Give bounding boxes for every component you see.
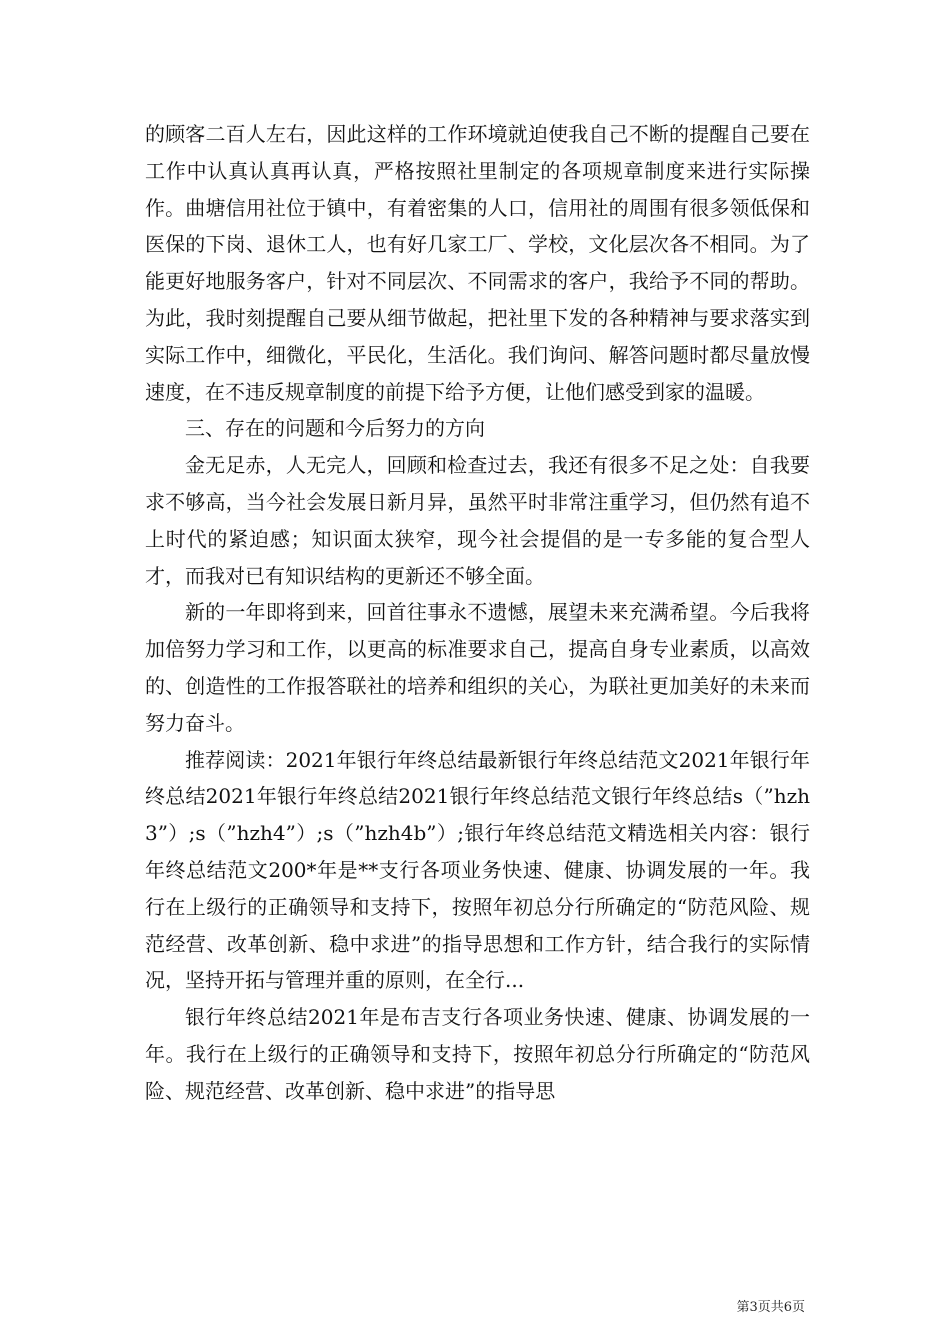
paragraph-shortcomings: 金无足赤，人无完人，回顾和检查过去，我还有很多不足之处：自我要求不够高，当今社会发展日新月异，虽然平时非常注重学习，但仍然有追不上时代的紧迫感；知识面太狭窄，现今社会提倡的是一专多能的复合型人才，而我对已有知识结构的更新还不够全面。 <box>145 453 810 588</box>
paragraph-recommended-reading: 推荐阅读：2021年银行年终总结最新银行年终总结范文2021年银行年终总结2021年银行年终总结2021银行年终总结范文银行年终总结s（”hzh3”）;s（”hzh4”）;s（”hzh4b”）;银行年终总结范文精选相关内容：银行年终总结范文200*年是**支行各项业务快速、健康、协调发展的一年。我行在上级行的正确领导和支持下，按照年初总分行所确定的“防范风险、规范经营、改革创新、稳中求进”的指导思想和工作方针，结合我行的实际情况，坚持开拓与管理并重的原则，在全行... <box>145 747 810 993</box>
paragraph-bank-summary: 银行年终总结2021年是布吉支行各项业务快速、健康、协调发展的一年。我行在上级行的正确领导和支持下，按照年初总分行所确定的“防范风险、规范经营、改革创新、稳中求进”的指导思 <box>145 1005 810 1103</box>
paragraph-customer-service: 的顾客二百人左右，因此这样的工作环境就迫使我自己不断的提醒自己要在工作中认真认真再认真，严格按照社里制定的各项规章制度来进行实际操作。曲塘信用社位于镇中，有着密集的人口，信用社的周围有很多领低保和医保的下岗、退休工人，也有好几家工厂、学校，文化层次各不相同。为了能更好地服务客户，针对不同层次、不同需求的客户，我给予不同的帮助。为此，我时刻提醒自己要从细节做起，把社里下发的各种精神与要求落实到实际工作中，细微化，平民化，生活化。我们询问、解答问题时都尽量放慢速度，在不违反规章制度的前提下给予方便，让他们感受到家的温暖。 <box>145 122 810 404</box>
document-body <box>145 116 810 1110</box>
page-number-footer: 第3页共6页 <box>736 1300 805 1315</box>
section-heading-problems: 三、存在的问题和今后努力的方向 <box>185 416 485 441</box>
paragraph-new-year: 新的一年即将到来，回首往事永不遗憾，展望未来充满希望。今后我将加倍努力学习和工作，以更高的标准要求自己，提高自身专业素质，以高效的、创造性的工作报答联社的培养和组织的关心，为联社更加美好的未来而努力奋斗。 <box>145 600 810 735</box>
